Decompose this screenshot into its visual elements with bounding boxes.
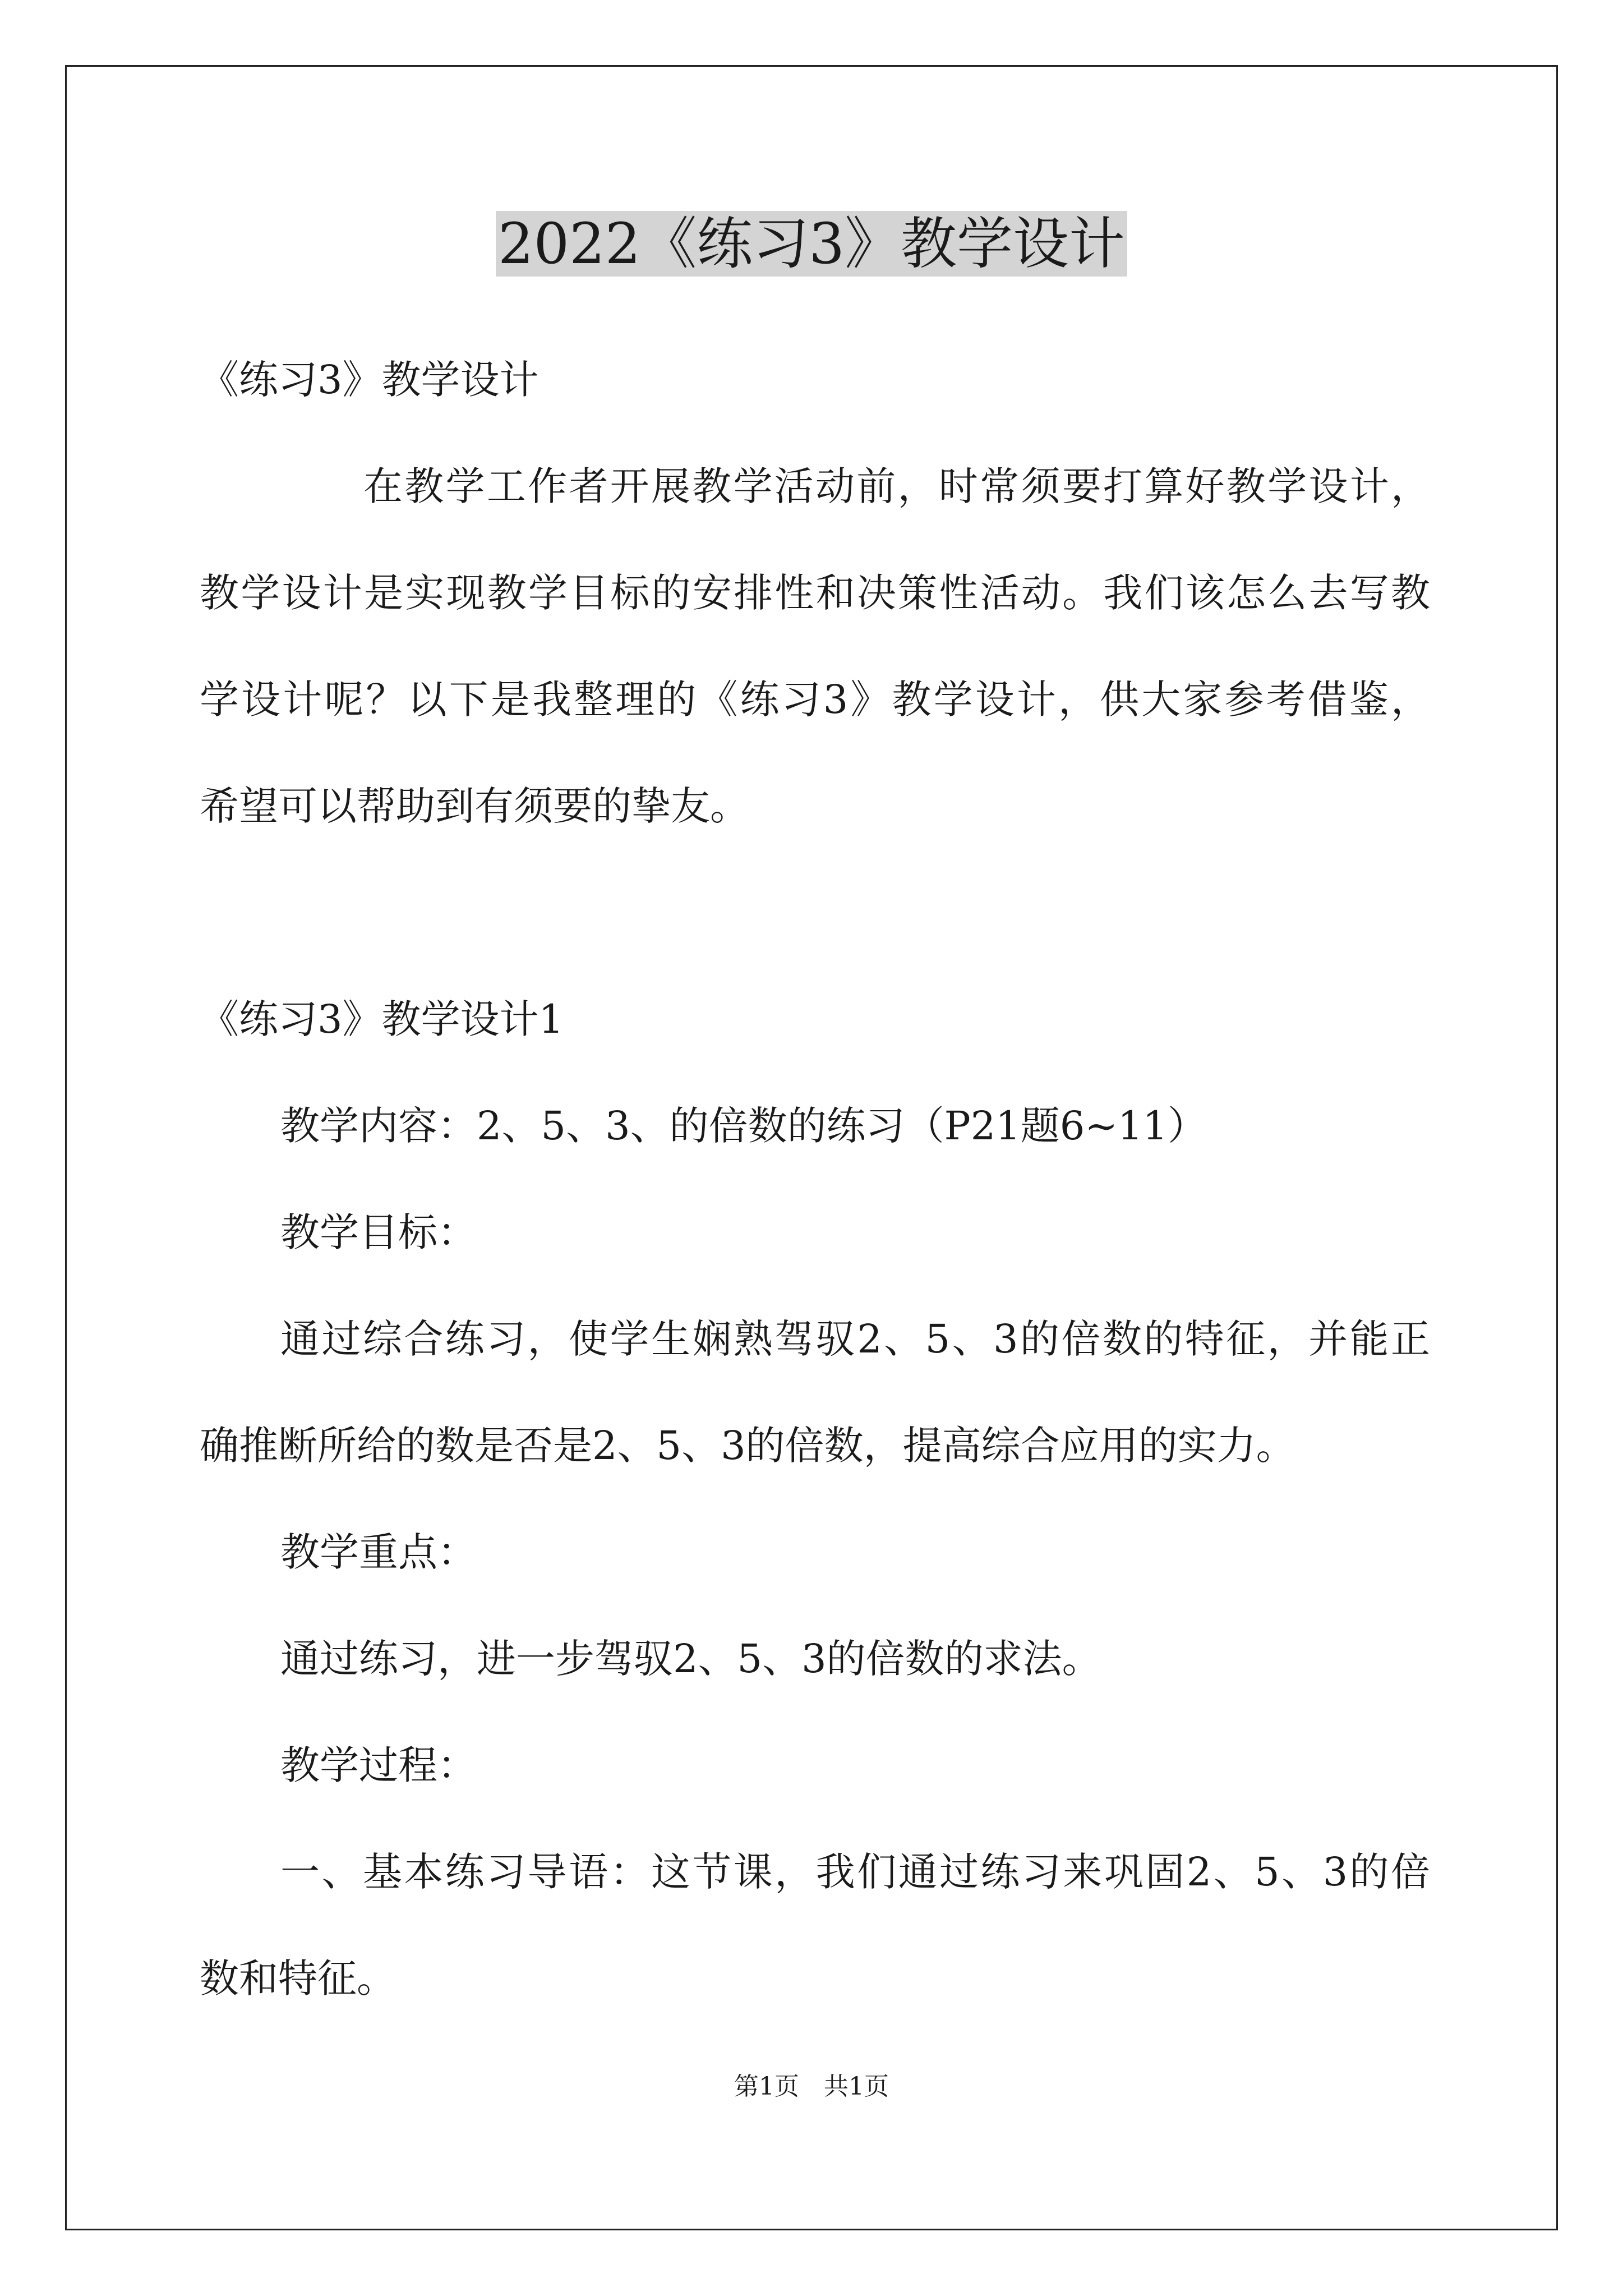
teaching-process-label: 教学过程： [280,1742,477,1788]
teaching-key-label: 教学重点： [280,1529,477,1575]
intro-line-4: 希望可以帮助到有须要的挚友。 [200,783,749,829]
teaching-key-text: 通过练习，进一步驾驭2、5、3的倍数的求法。 [280,1636,1101,1682]
intro-line-3: 学设计呢？以下是我整理的《练习3》教学设计，供大家参考借鉴， [200,677,1430,723]
document-title [0,208,1623,280]
process-line-2: 数和特征。 [200,1955,396,2001]
document-title-text: 2022《练习3》教学设计 [496,211,1127,277]
goal-line-1: 通过综合练习，使学生娴熟驾驭2、5、3的倍数的特征，并能正 [280,1316,1430,1362]
teaching-content: 教学内容：2、5、3、的倍数的练习（P21题6~11） [280,1103,1207,1149]
process-line-1: 一、基本练习导语：这节课，我们通过练习来巩固2、5、3的倍 [280,1849,1430,1895]
teaching-goal-label: 教学目标： [280,1209,477,1255]
goal-line-2: 确推断所给的数是否是2、5、3的倍数，提高综合应用的实力。 [200,1423,1295,1469]
intro-line-2: 教学设计是实现教学目标的安排性和决策性活动。我们该怎么去写教 [200,570,1430,616]
intro-line-1: 在教学工作者开展教学活动前，时常须要打算好教学设计， [363,463,1430,509]
page-footer: 第1页 共1页 [734,2072,889,2101]
section-heading: 《练习3》教学设计1 [200,996,564,1042]
document-subtitle: 《练习3》教学设计 [200,357,539,403]
